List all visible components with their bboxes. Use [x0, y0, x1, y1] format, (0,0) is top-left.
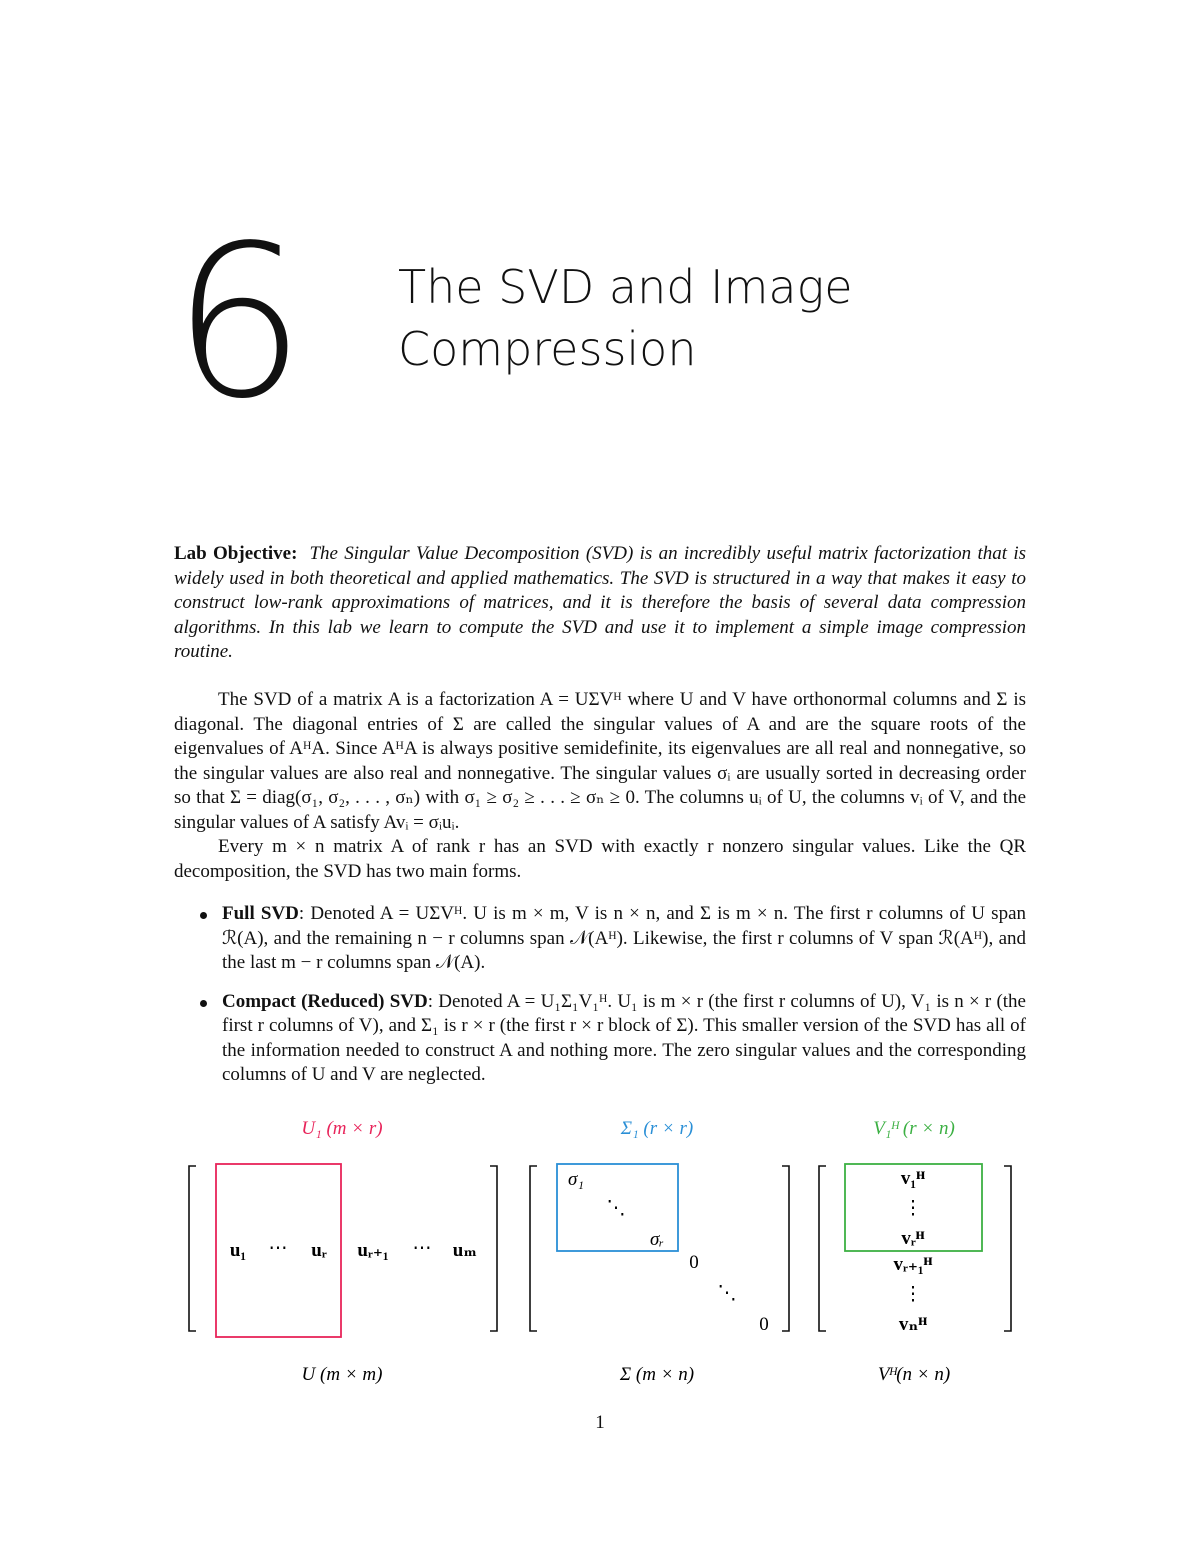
v-entry: ⋮ [903, 1284, 923, 1305]
svd-forms-paragraph: Every m × n matrix A of rank r has an SVD with exactly r nonzero singular values. Like the QR decomposition, the SVD has two main forms. [174, 836, 1026, 882]
u1-label: U₁ (m × r) [301, 1118, 383, 1139]
sigma-entry: ⋱ [606, 1198, 626, 1219]
compact-svd-text: : Denoted A = U₁Σ₁V₁ᴴ. U₁ is m × r (the first r columns of U), V₁ is n × r (the first r columns of V), and Σ₁ is r × r (the first r × r block of Σ). This smaller version of the SVD has all of the information needed to construct A and nothing more. The zero singular values and the corresponding columns of U and V are neglected. [222, 990, 1026, 1085]
lab-objective-label: Lab Objective: [174, 543, 298, 564]
sigma-label: Σ (m × n) [619, 1364, 695, 1385]
v-entry: ⋮ [903, 1198, 923, 1219]
v-entry: vₙᴴ [898, 1314, 928, 1335]
compact-svd-label: Compact (Reduced) SVD [222, 990, 428, 1012]
sigma1-label: Σ₁ (r × r) [620, 1118, 694, 1139]
v-entry: vᵣ₊₁ᴴ [893, 1254, 933, 1275]
u-entry: uᵣ₊₁ [357, 1240, 389, 1261]
v1h-label: V₁ᴴ (r × n) [873, 1118, 955, 1139]
u-entry: uₘ [452, 1240, 478, 1261]
full-svd-text: : Denoted A = UΣVᴴ. U is m × m, V is n × n, and Σ is m × n. The first r columns of U span ℛ(A), and the remaining n − r columns span 𝒩(Aᴴ). Likewise, the first r columns of V span ℛ(Aᴴ), and the last m − r columns span 𝒩(A). [222, 903, 1026, 973]
sigma-entry: 0 [689, 1252, 699, 1273]
page-number: 1 [595, 1412, 605, 1433]
u-entry: u₁ [229, 1240, 247, 1261]
sigma-entry: 0 [759, 1314, 769, 1335]
vh-label: Vᴴ(n × n) [877, 1364, 951, 1385]
v-entry: vᵣᴴ [901, 1228, 925, 1249]
chapter-number: 6 [172, 200, 306, 445]
chapter-title-line2: Compression [398, 322, 697, 376]
u-entry: ⋯ [268, 1238, 288, 1259]
u-entry: ⋯ [412, 1238, 432, 1259]
sigma-matrix-entries [568, 1169, 769, 1335]
u-entry: uᵣ [311, 1240, 327, 1261]
sigma-entry: σᵣ [649, 1229, 665, 1250]
chapter-title-line1: The SVD and Image [398, 260, 853, 314]
v-entry: v₁ᴴ [900, 1168, 926, 1189]
lab-objective-text: The Singular Value Decomposition (SVD) is an incredibly useful matrix factorization that is widely used in both theoretical and applied mathematics. The SVD is structured in a way that makes it easy to construct low-rank approximations of matrices, and it is therefore the basis of several data compression algorithms. In this lab we learn to compute the SVD and use it to implement a simple image compression routine. [174, 543, 1026, 662]
u-matrix-entries [230, 1238, 477, 1261]
full-svd-label: Full SVD [222, 903, 299, 924]
svd-definition-paragraph: The SVD of a matrix A is a factorization A = UΣVᴴ where U and V have orthonormal columns and Σ is diagonal. The diagonal entries of Σ are called the singular values of A and are the square roots of the eigenvalues of AᴴA. Since AᴴA is always positive semidefinite, its eigenvalues are all real and nonnegative, so the singular values are also real and nonnegative. The singular values σᵢ are usually sorted in decreasing order so that Σ = diag(σ₁, σ₂, . . . , σₙ) with σ₁ ≥ σ₂ ≥ . . . ≥ σₙ ≥ 0. The columns uᵢ of U, the columns vᵢ of V, and the singular values of A satisfy Avᵢ = σᵢuᵢ. [174, 689, 1026, 833]
sigma-entry: σ₁ [568, 1169, 584, 1190]
u-label: U (m × m) [301, 1364, 383, 1385]
sigma-entry: ⋱ [717, 1283, 737, 1304]
